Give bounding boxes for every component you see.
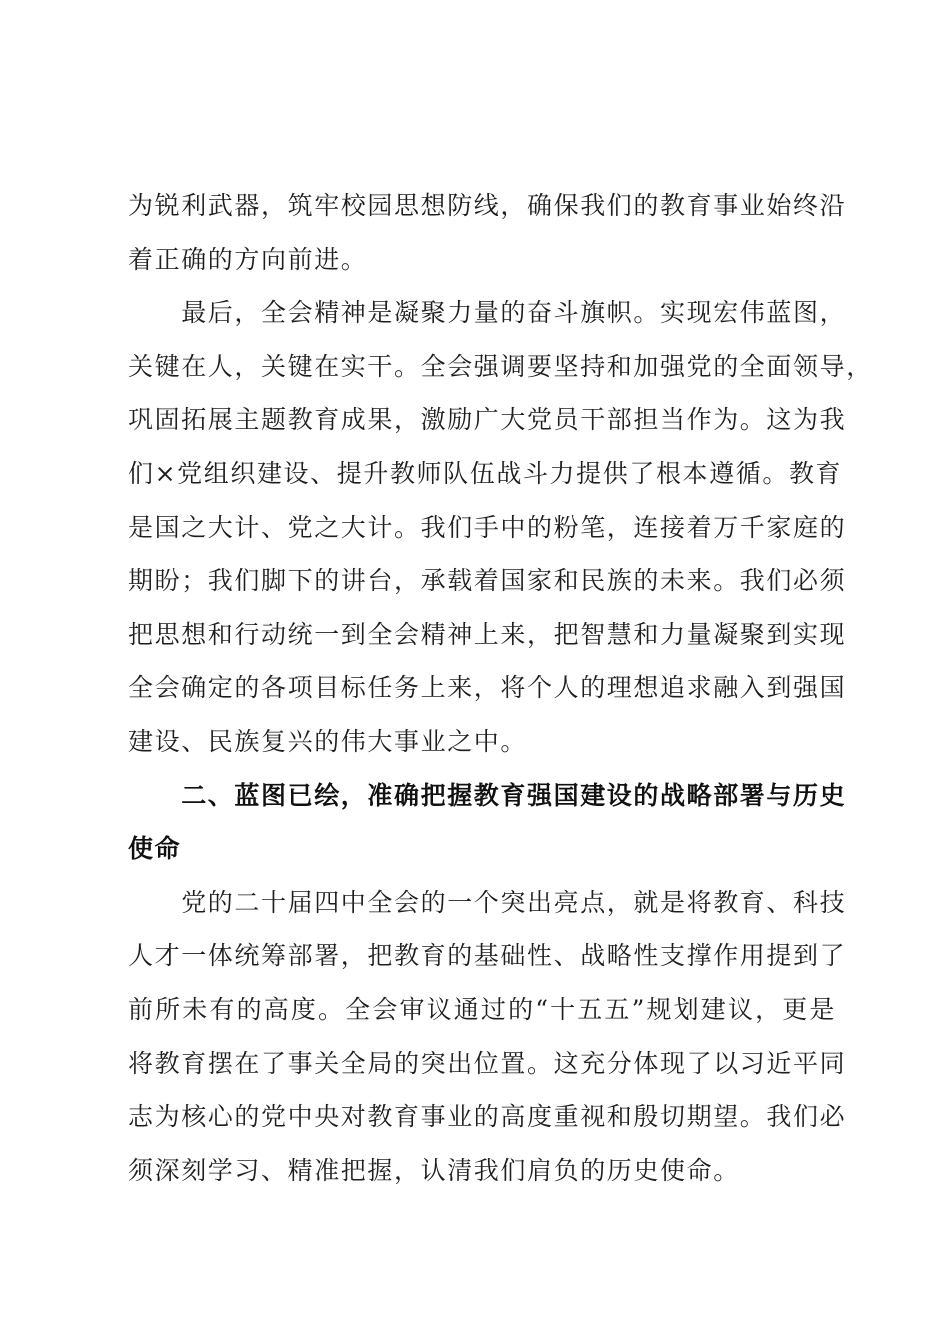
text-line: 党的二十届四中全会的一个突出亮点，就是将教育、科技 xyxy=(128,887,847,917)
text-line: 期盼；我们脚下的讲台，承载着国家和民族的未来。我们必须 xyxy=(128,566,847,596)
text-line: 志为核心的党中央对教育事业的高度重视和殷切期望。我们必 xyxy=(128,1102,847,1132)
text-line: 最后，全会精神是凝聚力量的奋斗旗帜。实现宏伟蓝图， xyxy=(128,298,847,328)
text-line: 须深刻学习、精准把握，认清我们肩负的历史使命。 xyxy=(128,1155,740,1185)
document-body xyxy=(128,179,873,1197)
text-line: 着正确的方向前进。 xyxy=(128,244,368,274)
text-line: 前所未有的高度。全会审议通过的“十五五”规划建议，更是 xyxy=(128,994,836,1024)
text-line: 人才一体统筹部署，把教育的基础性、战略性支撑作用提到了 xyxy=(128,941,847,971)
text-line: 是国之大计、党之大计。我们手中的粉笔，连接着万千家庭的 xyxy=(128,512,847,542)
section-heading xyxy=(128,769,847,876)
body-paragraph xyxy=(128,286,873,768)
text-line: 为锐利武器，筑牢校园思想防线，确保我们的教育事业始终沿 xyxy=(128,191,847,220)
text-line: 巩固拓展主题教育成果，激励广大党员干部担当作为。这为我 xyxy=(128,405,847,435)
text-line: 使命 xyxy=(128,834,182,864)
text-line: 把思想和行动统一到全会精神上来，把智慧和力量凝聚到实现 xyxy=(128,619,847,649)
body-paragraph xyxy=(128,179,847,286)
text-line: 将教育摆在了事关全局的突出位置。这充分体现了以习近平同 xyxy=(128,1048,847,1078)
text-line: 全会确定的各项目标任务上来，将个人的理想追求融入到强国 xyxy=(128,673,847,703)
text-line: 关键在人，关键在实干。全会强调要坚持和加强党的全面领导， xyxy=(128,351,873,381)
body-paragraph xyxy=(128,876,847,1198)
text-line: 二、蓝图已绘，准确把握教育强国建设的战略部署与历史 xyxy=(128,780,847,810)
text-line: 建设、民族复兴的伟大事业之中。 xyxy=(128,726,528,756)
text-line: 们×党组织建设、提升教师队伍战斗力提供了根本遵循。教育 xyxy=(128,458,843,488)
